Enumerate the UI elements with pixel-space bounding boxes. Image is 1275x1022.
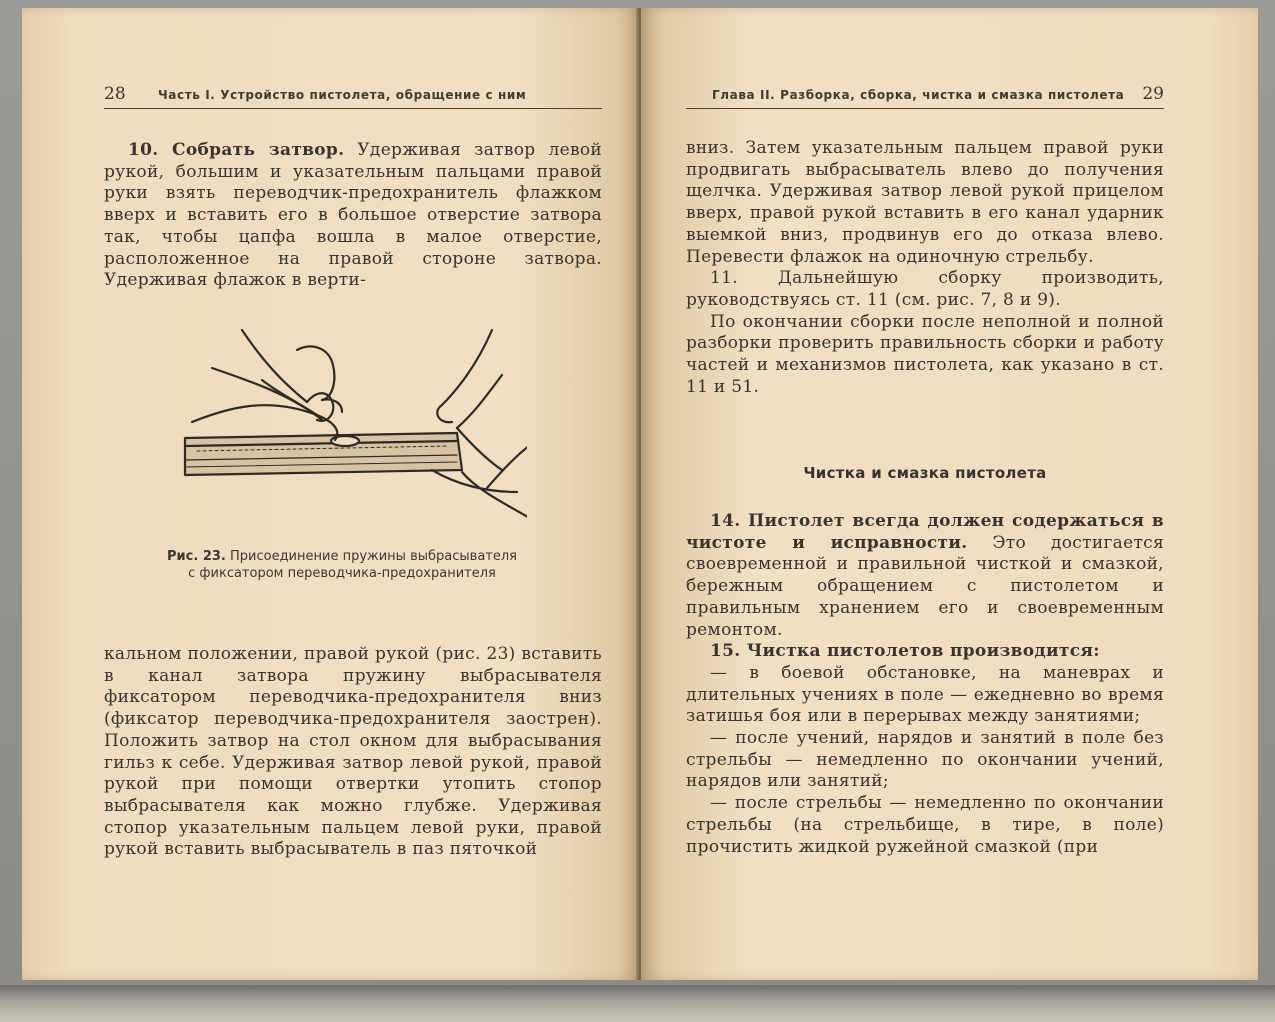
left-page	[22, 8, 639, 980]
right-page	[641, 8, 1258, 980]
figure-23-caption-text: Присоединение пружины выбрасывателя с фиксатором переводчика-предохранителя	[188, 549, 517, 581]
right-page-number: 29	[1142, 84, 1164, 104]
assembly-check-text: По окончании сборки после неполной и полной разборки проверить правильность сборки и работу частей и механизмов пистолета, как указано в ст. 11 и 51.	[686, 311, 1164, 397]
right-paragraphs-bottom	[686, 511, 1164, 858]
cleaning-item-3: — после стрельбы — немедленно по окончании стрельбы (на стрельбище, в тире, в поле) прочистить жидкой ружейной смазкой (при	[686, 793, 1164, 857]
step-10-final-text: вниз. Затем указательным пальцем правой руки продвигать выбрасыватель влево до получения щелчка. Удерживая затвор левой рукой прицелом вверх, правой рукой вставить в его канал ударник выемкой вниз, продвинув его до отказа влево. Перевести флажок на одиночную стрельбу.	[686, 138, 1164, 267]
figure-23-illustration	[157, 320, 527, 530]
step-10-continuation: кальном положении, правой рукой (рис. 23) вставить в канал затвора пружину выбрасывателя фиксатором переводчика-предохранителя вниз (фиксатор переводчика-предохранителя заострен). Положить затвор на стол окном для выбрасывания гильз к себе. Удерживая затвор левой рукой, правой рукой при помощи отвертки утопить стопор выбрасывателя как можно глубже. Удерживая стопор указательным пальцем левой руки, правой рукой вставить выбрасыватель в паз пяточкой	[104, 644, 602, 860]
para-15-title: 15. Чистка пистолетов производится:	[710, 641, 1100, 662]
right-running-head: Глава II. Разборка, сборка, чистка и смазка пистолета	[712, 88, 1125, 102]
right-page-header	[686, 82, 1164, 109]
step-10-title: 10. Собрать затвор.	[128, 140, 345, 160]
left-paragraph-10	[104, 140, 602, 292]
left-page-header	[104, 82, 602, 109]
cleaning-item-2: — после учений, нарядов и занятий в поле без стрельбы — немедленно по окончании учений, нарядов или занятий;	[686, 728, 1164, 792]
right-paragraphs-top	[686, 138, 1164, 398]
left-page-number: 28	[104, 84, 126, 104]
section-heading: Чистка и смазка пистолета	[803, 464, 1047, 482]
para-14-text: Это достигается своевременной и правильной чисткой и смазкой, бережным обращением с пистолетом и правильным хранением его и своевременным ремонтом.	[686, 532, 1165, 640]
left-paragraph-continued	[104, 644, 602, 861]
para-14-title: 14. Пистолет всегда должен содержаться в чистоте и исправности.	[686, 511, 1164, 553]
left-running-head: Часть I. Устройство пистолета, обращение с ним	[158, 88, 527, 102]
step-10-text: Удерживая затвор левой рукой, большим и указательным пальцами правой руки взять переводчик-предохранитель флажком вверх и вставить его в большое отверстие затвора так, чтобы цапфа вошла в малое отверстие, расположенное на правой стороне затвора. Удерживая флажок в верти-	[104, 140, 602, 291]
cleaning-item-1: — в боевой обстановке, на маневрах и длительных учениях в поле — ежедневно во время затишья боя или в перерывах между занятиями;	[686, 662, 1164, 727]
figure-23-label: Рис. 23.	[167, 549, 226, 564]
table-surface	[0, 985, 1275, 1022]
step-11-text: 11. Дальнейшую сборку производить, руководствуясь ст. 11 (см. рис. 7, 8 и 9).	[686, 268, 1164, 310]
figure-23-caption	[162, 548, 522, 582]
